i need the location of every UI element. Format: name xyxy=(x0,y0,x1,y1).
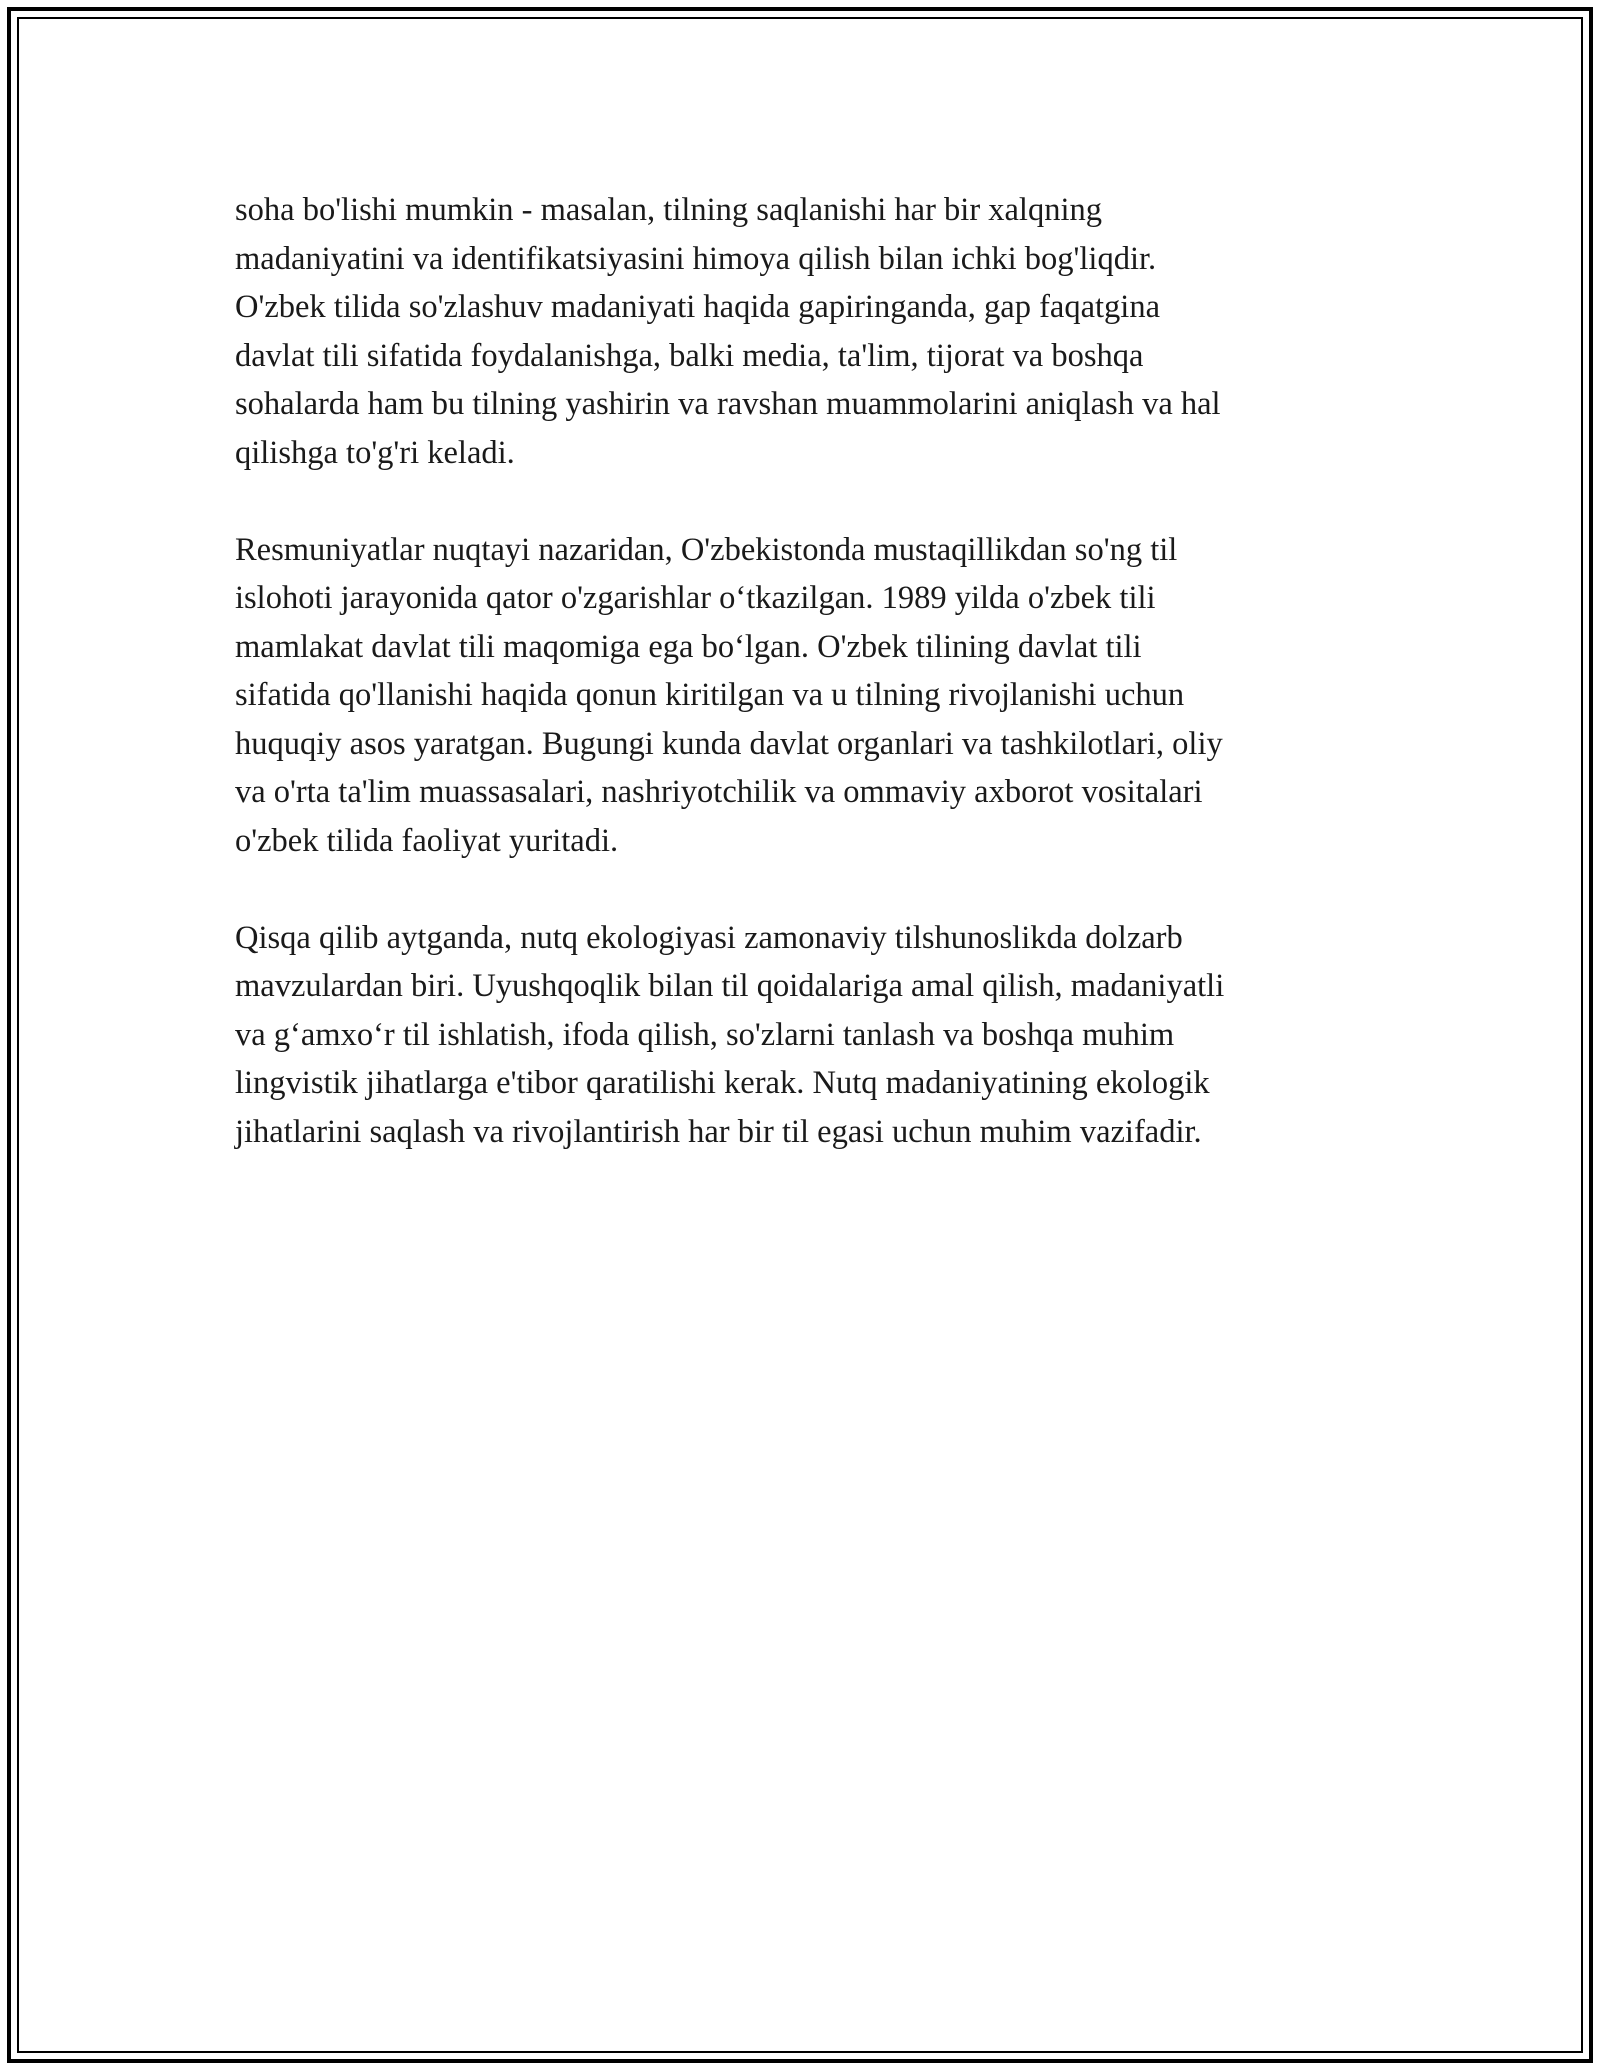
paragraph-line: huquqiy asos yaratgan. Bugungi kunda davlat organlari va tashkilotlari, oliy xyxy=(235,725,1223,762)
paragraph-line: o'zbek tilida faoliyat yuritadi. xyxy=(235,822,619,859)
paragraph-line: madaniyatini va identifikatsiyasini himoya qilish bilan ichki bog'liqdir. xyxy=(235,240,1157,277)
paragraph-line: islohoti jarayonida qator o'zgarishlar o‘tkazilgan. 1989 yilda o'zbek tili xyxy=(235,580,1156,616)
paragraph-line: mamlakat davlat tili maqomiga ega bo‘lgan. O'zbek tilining davlat tili xyxy=(235,628,1142,665)
paragraph-line: Qisqa qilib aytganda, nutq ekologiyasi zamonaviy tilshunoslikda dolzarb xyxy=(235,919,1183,956)
paragraph-line: lingvistik jihatlarga e'tibor qaratilishi kerak. Nutq madaniyatining ekologik xyxy=(235,1065,1210,1101)
paragraph-2 xyxy=(235,526,1375,866)
paragraph-line: va o'rta ta'lim muassasalari, nashriyotchilik va ommaviy axborot vositalari xyxy=(235,774,1203,810)
paragraph-line: jihatlarini saqlash va rivojlantirish har bir til egasi uchun muhim vazifadir. xyxy=(235,1113,1202,1150)
paragraph-line: soha bo'lishi mumkin - masalan, tilning saqlanishi har bir xalqning xyxy=(235,192,1102,228)
paragraph-line: mavzulardan biri. Uyushqoqlik bilan til qoidalariga amal qilish, madaniyatli xyxy=(235,968,1225,1004)
paragraph-1 xyxy=(235,186,1375,477)
paragraph-line: va g‘amxo‘r til ishlatish, ifoda qilish, so'zlarni tanlash va boshqa muhim xyxy=(235,1016,1175,1053)
paragraph-line: sohalarda ham bu tilning yashirin va ravshan muammolarini aniqlash va hal xyxy=(235,386,1221,422)
paragraph-3 xyxy=(235,914,1375,1157)
paragraph-line: qilishga to'g'ri keladi. xyxy=(235,434,515,471)
paragraph-line: O'zbek tilida so'zlashuv madaniyati haqida gapiringanda, gap faqatgina xyxy=(235,289,1161,325)
paragraph-line: sifatida qo'llanishi haqida qonun kiritilgan va u tilning rivojlanishi uchun xyxy=(235,677,1185,713)
document-body xyxy=(235,186,1375,1205)
paragraph-line: davlat tili sifatida foydalanishga, balki media, ta'lim, tijorat va boshqa xyxy=(235,337,1144,374)
paragraph-line: Resmuniyatlar nuqtayi nazaridan, O'zbekistonda mustaqillikdan so'ng til xyxy=(235,531,1178,568)
